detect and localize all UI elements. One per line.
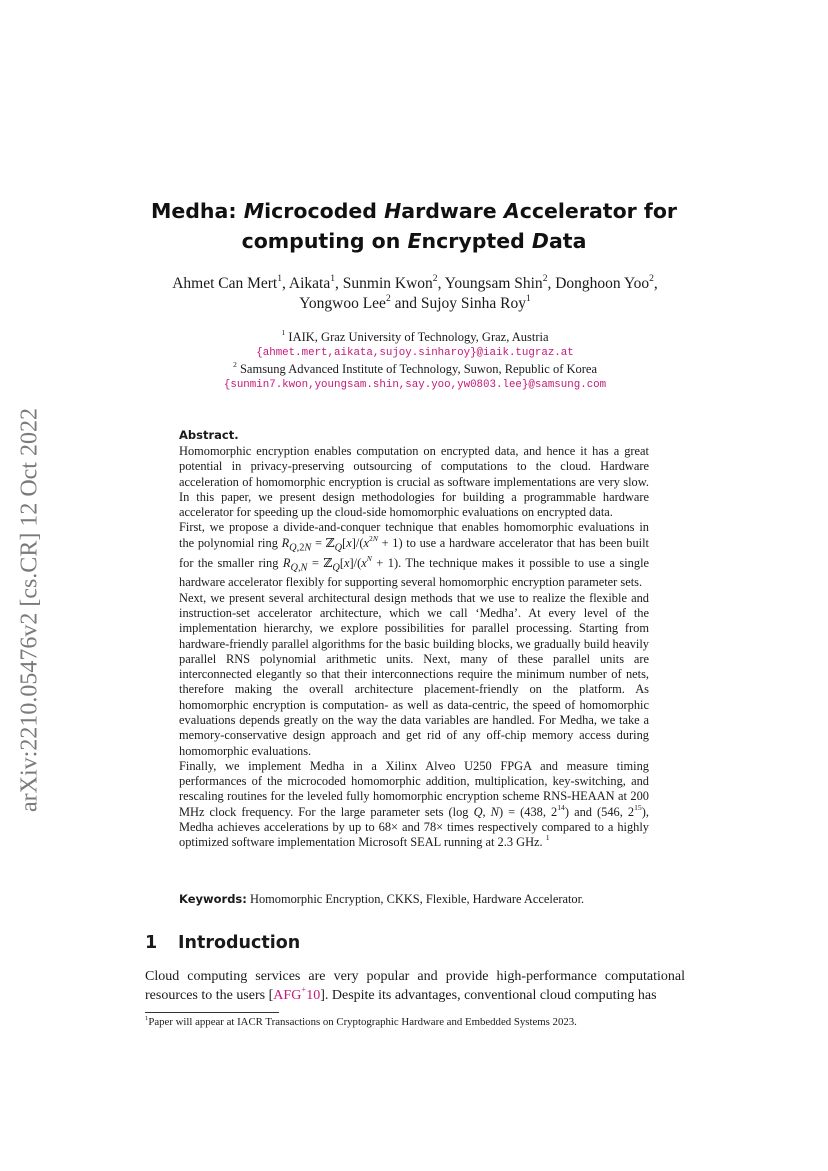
section-title: Introduction (178, 933, 301, 953)
abstract-paragraph: Finally, we implement Medha in a Xilinx Alveo U250 FPGA and measure timing performances of the microcoded homomorphic addition, multiplication, key-switching, and rescaling routines for the leveled fully homomorphic encryption scheme RNS-HEAAN at 200 MHz clock frequency. For the large parameter sets (log Q, N) = (438, $2^{14}$) and (546, $2^{15}$), Medha achieves accelerations by up to 68× and 78× times respectively compared to a highly optimized software implementation Microsoft SEAL running at 2.3 GHz. $^1$ (179, 758, 649, 850)
email-1[interactable]: {ahmet.mert,aikata,sujoy.sinharoy}@iaik.tugraz.at (256, 347, 574, 359)
author-list: Ahmet Can Mert$^1$, Aikata$^1$, Sunmin Kwon$^2$, Youngsam Shin$^2$, Donghoon Yoo$^2$, Yongwoo Lee$^2$ and Sujoy Sinha Roy$^1$ (172, 272, 658, 312)
abstract-body (179, 444, 649, 851)
section-heading (145, 933, 300, 953)
keywords-text: Homomorphic Encryption, CKKS, Flexible, Hardware Accelerator. (250, 892, 585, 906)
intro-paragraph: Cloud computing services are very popular and provide high-performance computational resources to the users [AFG+10]. Despite its advantages, conventional cloud computing has (145, 969, 685, 1003)
arxiv-sidebar (10, 360, 50, 860)
arxiv-identifier: arXiv:2210.05476v2 [cs.CR] 12 Oct 2022 (16, 408, 43, 812)
keywords-label: Keywords: (179, 892, 247, 906)
abstract-paragraph: Next, we present several architectural design methods that we use to realize the flexible and instruction-set accelerator architecture, which we call ‘Medha’. At every level of the implementation hierarchy, we explore possibilities for parallel processing. Starting from hardware-friendly parallel algorithms for the basic building blocks, we gradually build heavily parallel RNS polynomial arithmetic units. Next, many of these parallel units are interconnected elegantly so that their interconnections require the minimum number of nets, therefore making the overall architecture placement-friendly on the platform. As homomorphic encryption is computation- as well as data-centric, the speed of homomorphic evaluations depends greatly on the way the data variables are handled. For Medha, we take a memory-conservative design approach and get rid of any off-chip memory access during homomorphic evaluations. (179, 590, 649, 758)
paper-title: Medha: Microcoded Hardware Accelerator for computing on Encrypted Data (150, 199, 678, 253)
email-2[interactable]: {sunmin7.kwon,youngsam.shin,say.yoo,yw0803.lee}@samsung.com (223, 379, 607, 391)
section-number: 1 (145, 933, 158, 953)
keywords (179, 891, 649, 907)
abstract-heading: Abstract. (179, 428, 239, 442)
abstract-paragraph: First, we propose a divide-and-conquer technique that enables homomorphic evaluations in the polynomial ring $R_{Q,2N}$ = $ℤ_Q[x]/(x^{2N} + 1)$ to use a hardware accelerator that has been built for the smaller ring $R_{Q,N}$ = $ℤ_Q[x]/(x^N + 1)$. The technique makes it possible to use a single hardware accelerator flexibly for supporting several homomorphic encryption parameter sets. (179, 520, 650, 590)
affiliation-2: $^2$ Samsung Advanced Institute of Technology, Suwon, Republic of Korea (232, 360, 598, 376)
abstract-paragraph: Homomorphic encryption enables computation on encrypted data, and hence it has a great potential in privacy-preserving outsourcing of computations to the cloud. Hardware acceleration of homomorphic encryption is crucial as software implementations are very slow. In this paper, we present design methodologies for building a programmable hardware accelerator for speeding up the cloud-side homomorphic evaluations on encrypted data. (179, 444, 649, 520)
footnote: $^1$Paper will appear at IACR Transactions on Cryptographic Hardware and Embedded Systems 2023. (145, 1014, 577, 1028)
affiliation-1: $^1$ IAIK, Graz University of Technology, Graz, Austria (281, 328, 549, 344)
footnote-rule (145, 1012, 279, 1013)
